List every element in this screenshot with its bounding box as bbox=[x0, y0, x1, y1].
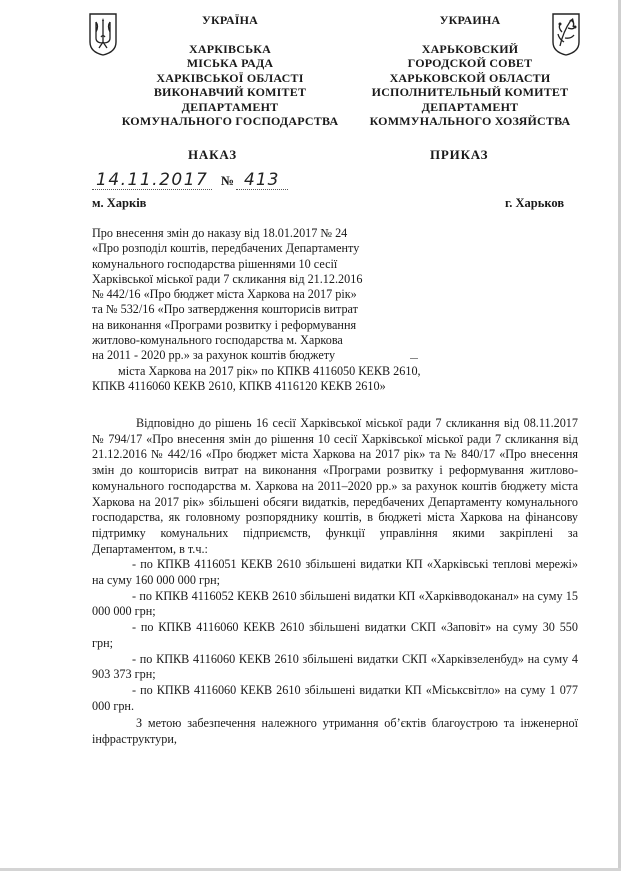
city-name-ru: г. Харьков bbox=[505, 196, 565, 210]
header-right-line: ХАРЬКОВСКИЙ bbox=[421, 41, 519, 56]
header-right-line: КОММУНАЛЬНОГО ХОЗЯЙСТВА bbox=[369, 114, 571, 128]
order-title-ua: НАКАЗ bbox=[188, 147, 237, 162]
header-left-line: ХАРКІВСЬКА bbox=[188, 41, 271, 56]
order-body bbox=[92, 416, 578, 748]
header-left bbox=[110, 13, 350, 129]
subject-line: Про внесення змін до наказу від 18.01.2017 № 24 bbox=[92, 226, 348, 240]
header-right bbox=[360, 13, 580, 129]
subject-line: міста Харкова на 2017 рік» по КПКВ 4116050 КЕКВ 2610, bbox=[118, 363, 421, 378]
scan-mark bbox=[410, 358, 418, 359]
handwritten-date: 14.11.2017 bbox=[96, 170, 209, 190]
order-subject bbox=[92, 226, 512, 394]
order-title-ru: ПРИКАЗ bbox=[430, 147, 489, 162]
number-sign: № bbox=[221, 173, 235, 188]
country-name-ru: УКРАИНА bbox=[439, 13, 501, 27]
subject-line: житлово-комунального господарства м. Харкова bbox=[92, 333, 343, 348]
subject-line: на 2011 - 2020 рр.» за рахунок коштів бюджету bbox=[92, 348, 336, 363]
number-underline bbox=[236, 189, 288, 191]
subject-line: Харківської міської ради 7 скликання від 21.12.2016 bbox=[92, 271, 363, 286]
city-name-ua: м. Харків bbox=[92, 196, 147, 210]
body-list-item: - по КПКВ 4116052 КЕКВ 2610 збільшені видатки КП «Харківводоканал» на суму 15 000 000 грн; bbox=[92, 588, 578, 619]
body-list-item: - по КПКВ 4116060 КЕКВ 2610 збільшені видатки КП «Міськсвітло» на суму 1 077 000 грн. bbox=[92, 682, 578, 713]
header-left-line: ВИКОНАВЧИЙ КОМІТЕТ bbox=[153, 85, 307, 99]
header-right-line: ДЕПАРТАМЕНТ bbox=[421, 99, 519, 114]
subject-line: «Про розподіл коштів, передбачених Департаменту bbox=[92, 241, 360, 256]
kharkiv-city-emblem-icon bbox=[551, 12, 581, 61]
header-left-line: КОМУНАЛЬНОГО ГОСПОДАРСТВА bbox=[121, 114, 339, 128]
country-name-ua: УКРАЇНА bbox=[201, 13, 259, 27]
body-list-item: - по КПКВ 4116060 КЕКВ 2610 збільшені видатки СКП «Заповіт» на суму 30 550 грн; bbox=[92, 620, 578, 650]
date-underline bbox=[92, 189, 212, 191]
subject-line: КПКВ 4116060 КЕКВ 2610, КПКВ 4116120 КЕКВ 2610» bbox=[92, 378, 386, 393]
subject-line: та № 532/16 «Про затвердження кошторисів витрат bbox=[92, 302, 358, 317]
body-closing-paragraph: З метою забезпечення належного утримання об’єктів благоустрою та інженерної інфраструктури, bbox=[92, 716, 578, 747]
body-list-item: - по КПКВ 4116051 КЕКВ 2610 збільшені видатки КП «Харківські теплові мережі» на суму 160 000 000 грн; bbox=[92, 557, 578, 588]
handwritten-number: 413 bbox=[244, 170, 280, 190]
body-list-item: - по КПКВ 4116060 КЕКВ 2610 збільшені видатки СКП «Харківзеленбуд» на суму 4 903 373 грн; bbox=[92, 651, 578, 682]
header-left-line: МІСЬКА РАДА bbox=[186, 56, 274, 70]
header-left-line: ХАРКІВСЬКОЇ ОБЛАСТІ bbox=[156, 70, 304, 85]
subject-line: на виконання «Програми розвитку і реформування bbox=[92, 317, 357, 332]
header-left-line: ДЕПАРТАМЕНТ bbox=[181, 99, 279, 114]
header-right-line: ХАРЬКОВСКОЙ ОБЛАСТИ bbox=[389, 70, 551, 85]
subject-line: комунального господарства рішеннями 10 сесії bbox=[92, 256, 338, 271]
header-right-line: ИСПОЛНИТЕЛЬНЫЙ КОМИТЕТ bbox=[371, 85, 569, 99]
body-intro-paragraph: Відповідно до рішень 16 сесії Харківської міської ради 7 скликання від 08.11.2017 № 794/17 «Про внесення змін до рішення 10 сесії Харківської міської ради 7 скликання від 21.12.2016 № 442/16 «Про бюджет міста Харкова на 2017 рік» та № 840/17 «Про внесення змін до кошторисів витрат на виконання «Програми розвитку і реформування житлово-комунального господарства м. Харкова на 2011–2020 рр.» за рахунок коштів бюджету міста Харкова на 2017 рік» збільшені обсяги видатків, передбачених Департаменту комунального господарства, як головному розпоряднику коштів, в бюджеті міста Харкова на фінансову підтримку комунальних підприємств, функції управління якими закріплені за Департаментом, в т.ч.: bbox=[92, 416, 578, 556]
header-right-line: ГОРОДСКОЙ СОВЕТ bbox=[407, 56, 533, 70]
subject-line: № 442/16 «Про бюджет міста Харкова на 2017 рік» bbox=[92, 287, 357, 302]
